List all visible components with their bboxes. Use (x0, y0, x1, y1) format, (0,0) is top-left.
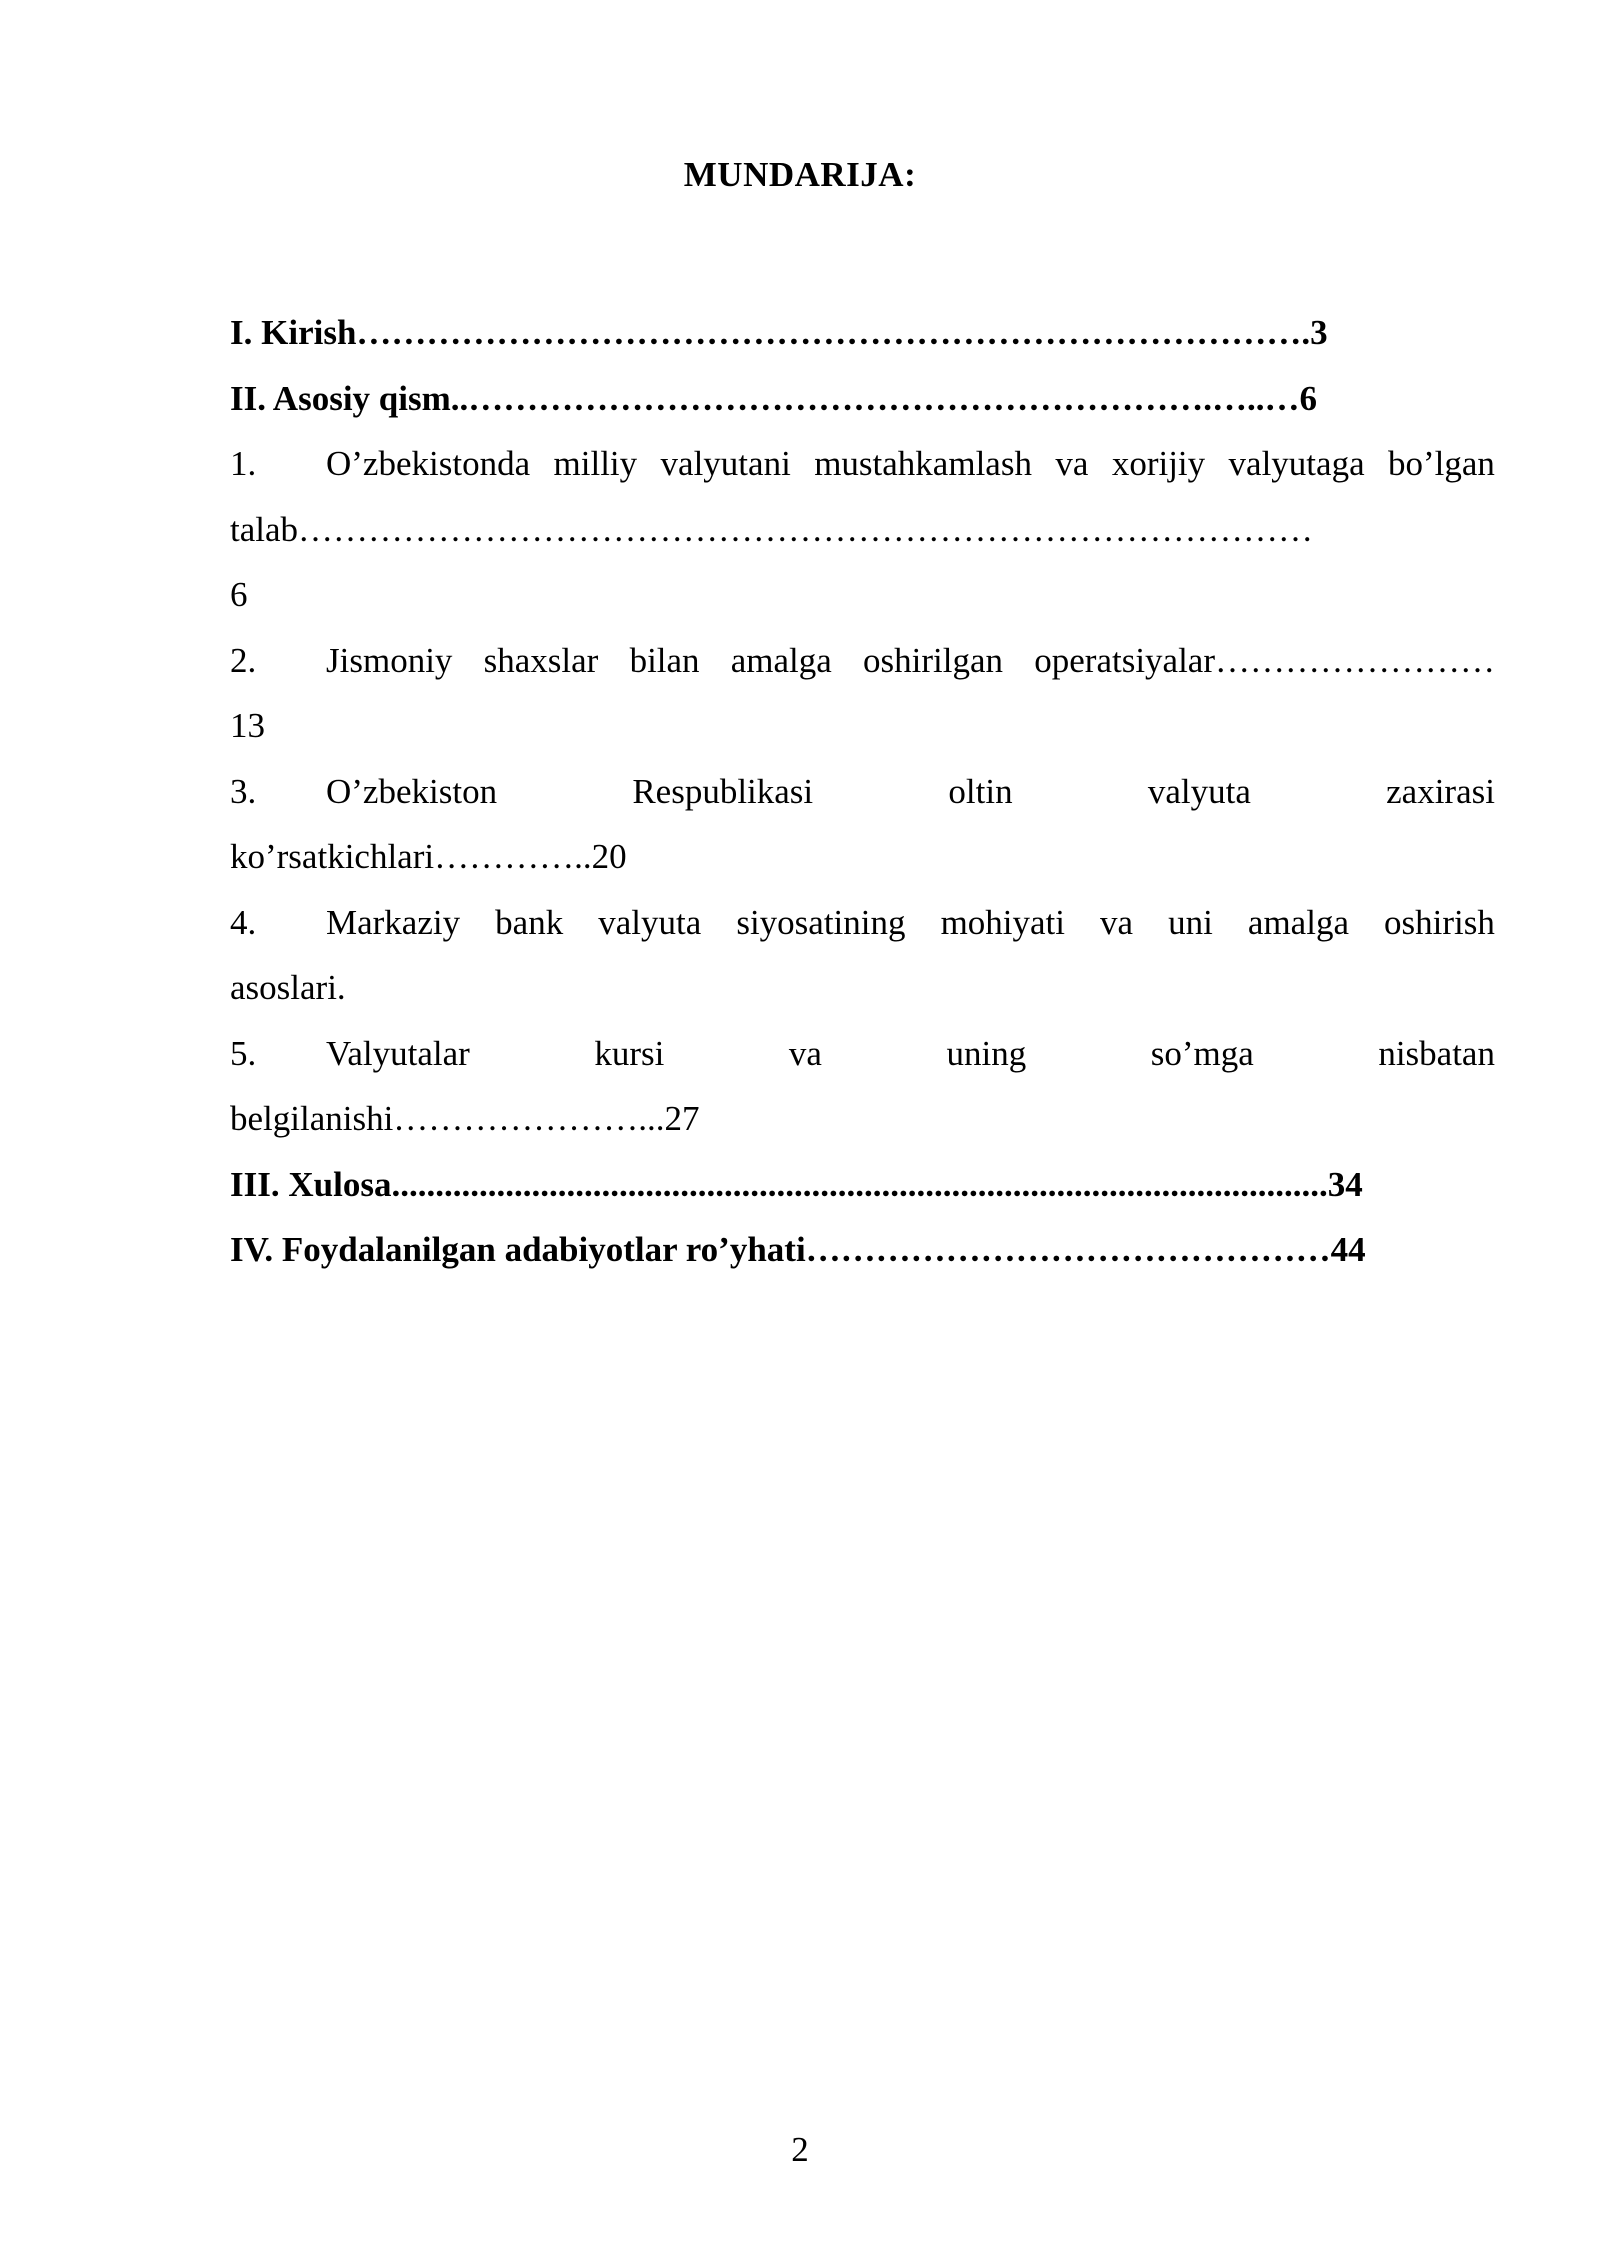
toc-entry-5-continuation: belgilanishi…………………...27 (230, 1099, 700, 1138)
toc-entry-kirish: I. Kirish……………………………………………………………………….3 (230, 313, 1328, 352)
word: siyosatining (736, 902, 906, 942)
word: so’mga (1150, 1033, 1254, 1073)
word: kursi (594, 1033, 665, 1073)
word: valyutaga (1228, 444, 1365, 483)
toc-entry-1-number: 1. (230, 444, 257, 483)
word: bank (495, 902, 564, 942)
word: amalga (730, 640, 832, 680)
word: uning (946, 1033, 1027, 1073)
toc-entry-4-number: 4. (230, 902, 257, 942)
toc-entry-5-number: 5. (230, 1033, 257, 1073)
word: oshirish (1384, 902, 1495, 942)
word: O’zbekistonda (326, 444, 531, 483)
word: O’zbekiston (326, 771, 498, 811)
toc-entry-xulosa: III. Xulosa...........................................................................................................34 (230, 1164, 1363, 1204)
word: mustahkamlash (814, 444, 1032, 483)
toc-entry-5-text (326, 1021, 1495, 1087)
word: Valyutalar (326, 1033, 470, 1073)
word: va (1100, 902, 1134, 942)
toc-entry-3-number: 3. (230, 771, 257, 811)
toc-entry-5 (230, 1021, 1495, 1087)
word: oshirilgan (863, 640, 1004, 680)
toc-entry-3 (230, 759, 1495, 825)
word: valyuta (1147, 771, 1251, 811)
word: oltin (948, 771, 1013, 811)
page-title: MUNDARIJA: (683, 155, 917, 194)
word: xorijiy (1111, 444, 1206, 483)
word: nisbatan (1378, 1033, 1495, 1073)
toc-entry-1 (230, 431, 1495, 497)
word: valyutani (660, 444, 791, 483)
toc-entry-adabiyotlar: IV. Foydalanilgan adabiyotlar ro’yhati………………………………………44 (230, 1230, 1366, 1269)
toc-entry-1-continuation: talab…………………………………………………………………………… (230, 509, 1314, 549)
word: bilan (629, 640, 700, 680)
word: shaxslar (483, 640, 599, 680)
toc-entry-asosiy: II. Asosiy qism..……………………………………………………….…..…6 (230, 378, 1318, 418)
word: va (788, 1033, 822, 1073)
word: va (1055, 444, 1089, 483)
page-number: 2 (791, 2130, 809, 2169)
toc-entry-1-text (326, 431, 1495, 497)
word: uni (1168, 902, 1213, 942)
word: milliy (553, 444, 638, 483)
word: Respublikasi (632, 771, 814, 811)
toc-entry-3-continuation: ko’rsatkichlari…………..20 (230, 837, 627, 876)
toc-entry-4-text (326, 890, 1495, 956)
toc-entry-4-continuation: asoslari. (230, 968, 346, 1007)
word: bo’lgan (1388, 444, 1495, 483)
word: mohiyati (940, 902, 1065, 942)
table-of-contents (230, 300, 1495, 1283)
toc-entry-2 (230, 628, 1495, 694)
toc-entry-2-text (326, 628, 1495, 694)
toc-entry-1-page: 6 (230, 575, 248, 614)
toc-entry-4 (230, 890, 1495, 956)
word: zaxirasi (1386, 771, 1495, 811)
word: Markaziy (326, 902, 461, 942)
word: amalga (1247, 902, 1349, 942)
toc-entry-2-page: 13 (230, 706, 265, 745)
word: operatsiyalar…………………… (1034, 640, 1495, 680)
toc-entry-2-number: 2. (230, 640, 257, 680)
word: valyuta (598, 902, 702, 942)
toc-entry-3-text (326, 759, 1495, 825)
word: Jismoniy (326, 640, 453, 680)
